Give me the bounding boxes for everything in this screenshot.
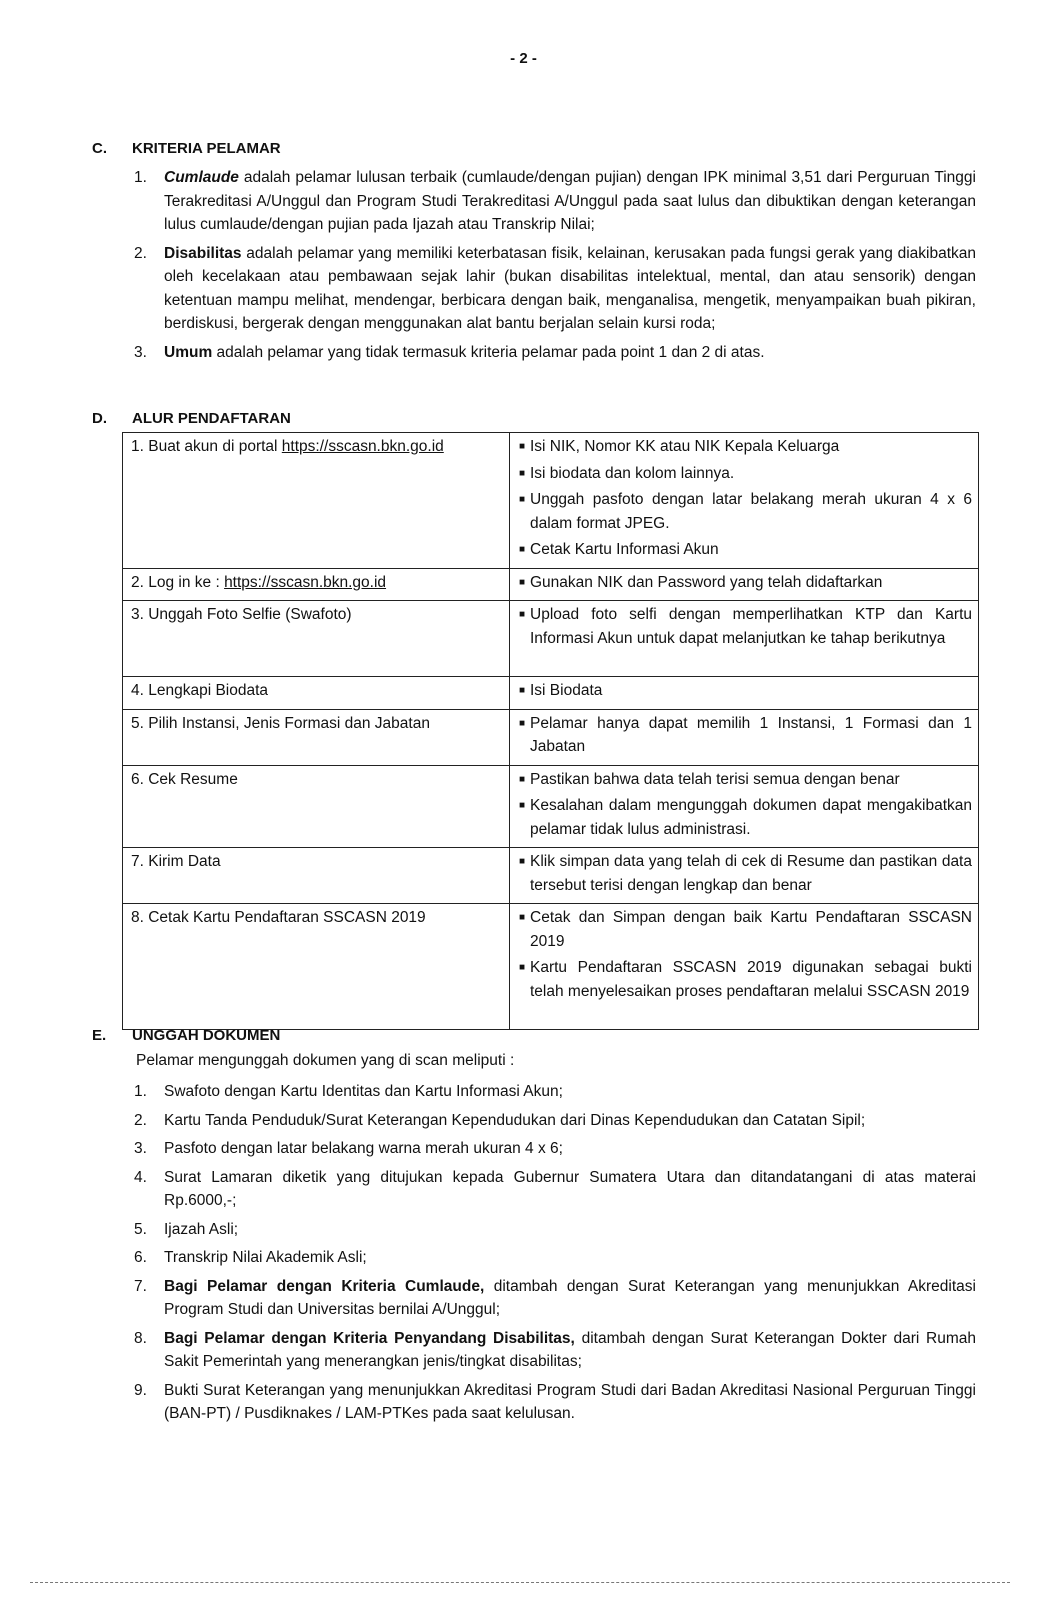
- bullet-text: Gunakan NIK dan Password yang telah didaftarkan: [530, 573, 883, 591]
- item-body: Surat Lamaran diketik yang ditujukan kepada Gubernur Sumatera Utara dan ditandatangani di atas materai Rp.6000,-;: [164, 1168, 976, 1209]
- section-title: UNGGAH DOKUMEN: [132, 1027, 281, 1044]
- item-body: ditambah dengan Surat Keterangan yang menunjukkan Akreditasi Program Studi dan Universitas bernilai A/Unggul;: [164, 1277, 976, 1318]
- step-label: 1. Buat akun di portal: [131, 438, 282, 455]
- registration-flow-table: [122, 432, 979, 1030]
- item-text: [164, 341, 976, 365]
- item-body: adalah pelamar yang memiliki keterbatasan fisik, kelainan, kerusakan pada fungsi gerak yang diakibatkan oleh kecelakaan atau pembawaan sejak lahir (bukan disabilitas intelektual, mental, dan atau sensorik) dengan ketentuan mampu melihat, mendengar, berbicara dengan baik, menganalisa, mengetik, menyampaikan buah pikiran, berdiskusi, bergerak dengan menggunakan alat bantu berjalan selain kursi roda;: [164, 244, 976, 332]
- item-body: adalah pelamar lulusan terbaik (cumlaude/dengan pujian) dengan IPK minimal 3,51 dari Perguruan Tinggi Terakreditasi A/Unggul dan Program Studi Terakreditasi A/Unggul pada saat lulus dan dibuktikan dengan keterangan lulus cumlaude/dengan pujian pada Ijazah atau Transkrip Nilai;: [164, 169, 976, 233]
- bullet-item: [514, 571, 972, 595]
- bullet-text: Unggah pasfoto dengan latar belakang merah ukuran 4 x 6 dalam format JPEG.: [530, 491, 972, 532]
- step-cell: [123, 709, 510, 765]
- list-item: [130, 341, 976, 365]
- details-cell: [510, 904, 979, 1030]
- list-item: [130, 1137, 976, 1161]
- bullet-icon: ■: [518, 912, 526, 923]
- bullet-item: [514, 538, 972, 562]
- item-number: 8.: [134, 1329, 147, 1347]
- item-body: Ijazah Asli;: [164, 1220, 239, 1238]
- item-text: [164, 1275, 976, 1322]
- bullet-item: [514, 906, 972, 953]
- item-text: [164, 1137, 976, 1161]
- bullet-icon: ■: [518, 800, 526, 811]
- item-text: [164, 1166, 976, 1213]
- table-row: [123, 433, 979, 569]
- bullet-icon: ■: [518, 962, 526, 973]
- bullet-icon: ■: [518, 856, 526, 867]
- portal-link[interactable]: https://sscasn.bkn.go.id: [224, 573, 387, 591]
- step-label: 3. Unggah Foto Selfie (Swafoto): [131, 606, 352, 623]
- bullet-item: [514, 956, 972, 1003]
- item-number: 1.: [134, 1083, 147, 1100]
- step-cell: [123, 904, 510, 1030]
- section-letter: C.: [92, 140, 107, 157]
- bullet-text: Kesalahan dalam mengunggah dokumen dapat mengakibatkan pelamar tidak lulus administrasi.: [530, 797, 972, 838]
- bullet-item: [514, 712, 972, 759]
- section-letter: E.: [92, 1027, 107, 1044]
- step-cell: [123, 601, 510, 677]
- item-text: [164, 1379, 976, 1426]
- item-number: 9.: [134, 1381, 147, 1399]
- bullet-icon: ■: [518, 544, 526, 555]
- step-label: 5. Pilih Instansi, Jenis Formasi dan Jabatan: [131, 714, 430, 732]
- bullet-text: Isi NIK, Nomor KK atau NIK Kepala Keluarga: [530, 438, 840, 455]
- bullet-text: Kartu Pendaftaran SSCASN 2019 digunakan sebagai bukti telah menyelesaikan proses pendaftaran melalui SSCASN 2019: [530, 959, 972, 1000]
- item-lead-term: Bagi Pelamar dengan Kriteria Penyandang Disabilitas,: [164, 1329, 575, 1347]
- item-number: 1.: [134, 169, 147, 186]
- bullet-text: Upload foto selfi dengan memperlihatkan KTP dan Kartu Informasi Akun untuk dapat melanjutkan ke tahap berikutnya: [530, 606, 972, 647]
- list-item: [130, 1218, 976, 1242]
- bullet-item: [514, 794, 972, 841]
- item-text: [164, 1109, 976, 1133]
- bullet-item: [514, 679, 972, 703]
- footer-divider: [30, 1582, 1010, 1583]
- details-cell: [510, 765, 979, 848]
- item-body: adalah pelamar yang tidak termasuk kriteria pelamar pada point 1 dan 2 di atas.: [212, 343, 765, 361]
- table-row: [123, 677, 979, 710]
- details-cell: [510, 709, 979, 765]
- bullet-item: [514, 768, 972, 792]
- item-body: Bukti Surat Keterangan yang menunjukkan Akreditasi Program Studi dari Badan Akreditasi Nasional Perguruan Tinggi (BAN-PT) / Pusdiknakes / LAM-PTKes pada saat kelulusan.: [164, 1381, 976, 1422]
- step-cell: [123, 848, 510, 904]
- item-number: 5.: [134, 1220, 147, 1238]
- table-row: [123, 568, 979, 601]
- bullet-text: Cetak Kartu Informasi Akun: [530, 541, 719, 558]
- bullet-icon: ■: [518, 494, 526, 505]
- step-cell: [123, 568, 510, 601]
- step-label: 4. Lengkapi Biodata: [131, 682, 269, 699]
- bullet-text: Isi biodata dan kolom lainnya.: [530, 464, 735, 482]
- item-number: 7.: [134, 1277, 147, 1295]
- item-lead-term: Umum: [164, 343, 213, 361]
- section-d-heading: [92, 410, 291, 427]
- item-text: [164, 1080, 976, 1104]
- bullet-icon: ■: [518, 717, 526, 729]
- table-row: [123, 848, 979, 904]
- item-number: 2.: [134, 1111, 147, 1129]
- step-label: 6. Cek Resume: [131, 770, 238, 788]
- item-body: Transkrip Nilai Akademik Asli;: [164, 1249, 367, 1266]
- list-item: [130, 1246, 976, 1270]
- criteria-list: [130, 166, 976, 369]
- list-item: [130, 242, 976, 336]
- section-letter: D.: [92, 410, 107, 427]
- bullet-text: Pastikan bahwa data telah terisi semua dengan benar: [530, 770, 900, 788]
- item-text: [164, 242, 976, 336]
- table-row: [123, 904, 979, 1030]
- section-e-intro: Pelamar mengunggah dokumen yang di scan meliputi :: [136, 1052, 515, 1069]
- item-body: ditambah dengan Surat Keterangan Dokter dari Rumah Sakit Pemerintah yang menerangkan jenis/tingkat disabilitas;: [164, 1329, 976, 1370]
- section-c-heading: [92, 140, 281, 157]
- step-cell: [123, 677, 510, 710]
- portal-link[interactable]: https://sscasn.bkn.go.id: [281, 438, 444, 455]
- list-item: [130, 166, 976, 237]
- item-number: 3.: [134, 1140, 147, 1157]
- list-item: [130, 1379, 976, 1426]
- list-item: [130, 1080, 976, 1104]
- bullet-item: [514, 603, 972, 650]
- bullet-item: [514, 488, 972, 535]
- step-label: 8. Cetak Kartu Pendaftaran SSCASN 2019: [131, 909, 426, 926]
- bullet-icon: ■: [518, 609, 526, 620]
- table-row: [123, 765, 979, 848]
- bullet-icon: ■: [518, 467, 526, 479]
- documents-list: [130, 1080, 976, 1431]
- bullet-icon: ■: [518, 576, 526, 588]
- item-body: Swafoto dengan Kartu Identitas dan Kartu Informasi Akun;: [164, 1083, 563, 1100]
- step-cell: [123, 765, 510, 848]
- bullet-icon: ■: [518, 773, 526, 785]
- list-item: [130, 1275, 976, 1322]
- bullet-text: Isi Biodata: [530, 682, 603, 699]
- item-lead-term: Bagi Pelamar dengan Kriteria Cumlaude,: [164, 1277, 485, 1295]
- table-row: [123, 709, 979, 765]
- list-item: [130, 1166, 976, 1213]
- details-cell: [510, 601, 979, 677]
- item-lead-term: Disabilitas: [164, 244, 242, 262]
- section-e-heading: [92, 1027, 280, 1044]
- bullet-text: Cetak dan Simpan dengan baik Kartu Pendaftaran SSCASN 2019: [530, 909, 972, 950]
- details-cell: [510, 677, 979, 710]
- item-number: 3.: [134, 343, 147, 361]
- details-cell: [510, 433, 979, 569]
- bullet-icon: ■: [518, 441, 526, 452]
- bullet-item: [514, 850, 972, 897]
- details-cell: [510, 568, 979, 601]
- bullet-icon: ■: [518, 685, 526, 696]
- details-cell: [510, 848, 979, 904]
- table-row: [123, 601, 979, 677]
- bullet-text: Klik simpan data yang telah di cek di Resume dan pastikan data tersebut terisi dengan lengkap dan benar: [530, 853, 972, 894]
- bullet-text: Pelamar hanya dapat memilih 1 Instansi, 1 Formasi dan 1 Jabatan: [530, 714, 972, 755]
- item-text: [164, 1246, 976, 1270]
- bullet-item: [514, 462, 972, 486]
- section-title: ALUR PENDAFTARAN: [132, 410, 291, 427]
- step-label: 2. Log in ke :: [131, 573, 225, 591]
- item-text: [164, 1327, 976, 1374]
- bullet-item: [514, 435, 972, 459]
- section-title: KRITERIA PELAMAR: [132, 140, 281, 157]
- step-label: 7. Kirim Data: [131, 853, 221, 870]
- item-number: 4.: [134, 1168, 147, 1186]
- item-lead-term: Cumlaude: [164, 169, 239, 186]
- item-number: 2.: [134, 244, 147, 262]
- list-item: [130, 1327, 976, 1374]
- item-number: 6.: [134, 1249, 147, 1266]
- page-number: - 2 -: [510, 50, 537, 67]
- list-item: [130, 1109, 976, 1133]
- item-body: Pasfoto dengan latar belakang warna merah ukuran 4 x 6;: [164, 1140, 563, 1157]
- step-cell: [123, 433, 510, 569]
- item-text: [164, 166, 976, 237]
- item-text: [164, 1218, 976, 1242]
- item-body: Kartu Tanda Penduduk/Surat Keterangan Kependudukan dari Dinas Kependudukan dan Catatan Sipil;: [164, 1111, 866, 1129]
